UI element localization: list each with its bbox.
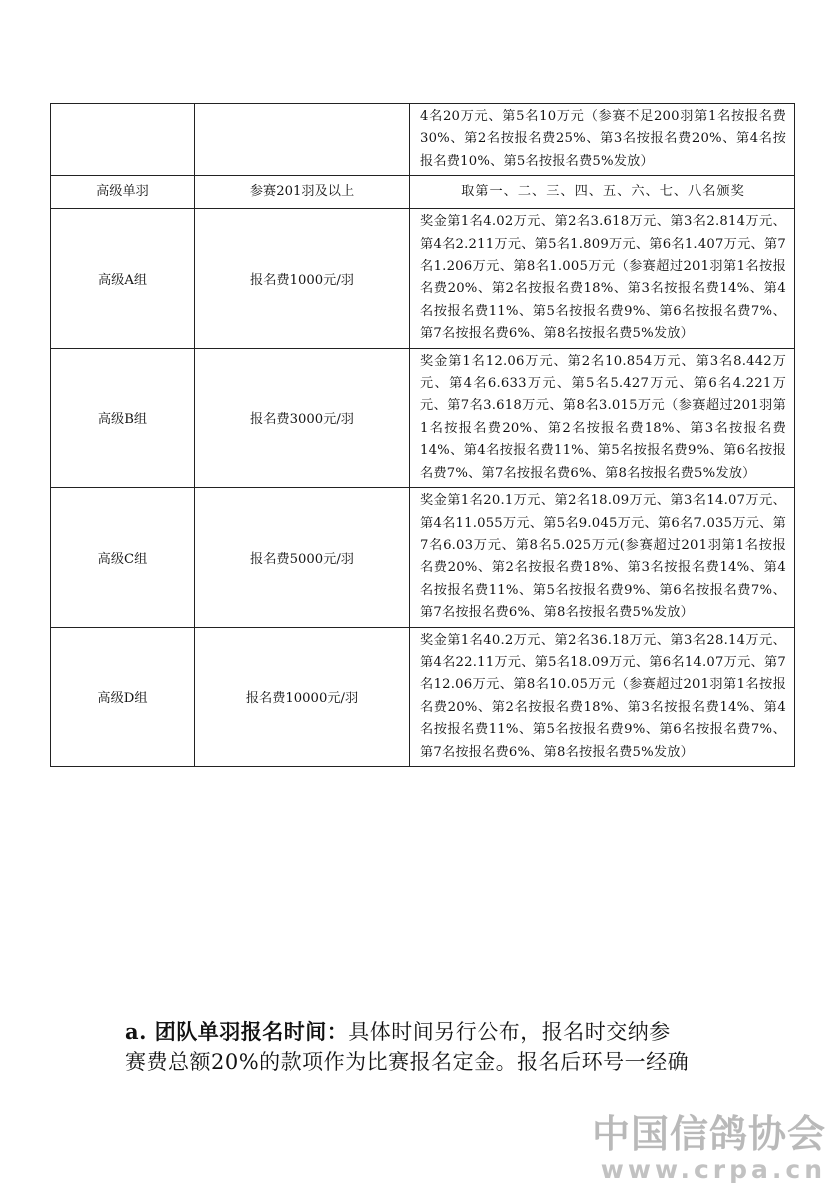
table-row-c xyxy=(51,488,795,627)
header-group: 高级单羽 xyxy=(51,176,195,209)
prize-cell: 奖金第1名40.2万元、第2名36.18万元、第3名28.14万元、第4名22.11万元、第5名18.09万元、第6名14.07万元、第7名12.06万元、第8名10.05万元（参赛超过201羽第1名按报名费20%、第2名按报名费18%、第3名按报名费14%、第4名按报名费11%、第5名按报名费9%、第6名按报名费7%、第7名按报名费6%、第8名按报名费5%发放） xyxy=(410,627,795,766)
table-row-b xyxy=(51,348,795,487)
watermark xyxy=(592,1112,826,1184)
fee-cell: 报名费3000元/羽 xyxy=(195,348,410,487)
fee-cell: 报名费5000元/羽 xyxy=(195,488,410,627)
fee-cell-empty xyxy=(195,104,410,176)
paragraph-line-1 xyxy=(125,1017,725,1047)
table-row-d xyxy=(51,627,795,766)
paragraph-line-2: 赛费总额20%的款项作为比赛报名定金。报名后环号一经确 xyxy=(125,1050,690,1074)
prize-cell: 4名20万元、第5名10万元（参赛不足200羽第1名按报名费30%、第2名按报名费25%、第3名按报名费20%、第4名按报名费10%、第5名按报名费5%发放） xyxy=(410,104,795,176)
group-cell: 高级B组 xyxy=(51,348,195,487)
fee-cell: 报名费1000元/羽 xyxy=(195,209,410,348)
prize-table xyxy=(50,103,795,767)
prize-cell: 奖金第1名12.06万元、第2名10.854万元、第3名8.442万元、第4名6.633万元、第5名5.427万元、第6名4.221万元、第7名3.618万元、第8名3.015万元（参赛超过201羽第1名按报名费20%、第2名按报名费18%、第3名按报名费14%、第4名按报名费11%、第5名按报名费9%、第6名按报名费7%、第7名按报名费6%、第8名按报名费5%发放） xyxy=(410,348,795,487)
table-header-row xyxy=(51,176,795,209)
table-row-continued xyxy=(51,104,795,176)
header-prize: 取第一、二、三、四、五、六、七、八名颁奖 xyxy=(410,176,795,209)
header-fee: 参赛201羽及以上 xyxy=(195,176,410,209)
watermark-title: 中国信鸽协会 xyxy=(591,1112,826,1156)
paragraph-text: 具体时间另行公布，报名时交纳参 xyxy=(348,1020,671,1044)
group-cell: 高级C组 xyxy=(51,488,195,627)
group-cell: 高级D组 xyxy=(51,627,195,766)
group-cell: 高级A组 xyxy=(51,209,195,348)
paragraph-lead: a. 团队单羽报名时间： xyxy=(125,1019,349,1044)
group-cell-empty xyxy=(51,104,195,176)
table-row-a xyxy=(51,209,795,348)
prize-cell: 奖金第1名20.1万元、第2名18.09万元、第3名14.07万元、第4名11.055万元、第5名9.045万元、第6名7.035万元、第7名6.03万元、第8名5.025万元(参赛超过201羽第1名按报名费20%、第2名按报名费18%、第3名按报名费14%、第4名按报名费11%、第5名按报名费9%、第6名按报名费7%、第7名按报名费6%、第8名按报名费5%发放） xyxy=(410,488,795,627)
prize-cell: 奖金第1名4.02万元、第2名3.618万元、第3名2.814万元、第4名2.211万元、第5名1.809万元、第6名1.407万元、第7名1.206万元、第8名1.005万元（参赛超过201羽第1名按报名费20%、第2名按报名费18%、第3名按报名费14%、第4名按报名费11%、第5名按报名费9%、第6名按报名费7%、第7名按报名费6%、第8名按报名费5%发放） xyxy=(410,209,795,348)
fee-cell: 报名费10000元/羽 xyxy=(195,627,410,766)
watermark-url: www.crpa.cn xyxy=(600,1155,826,1184)
